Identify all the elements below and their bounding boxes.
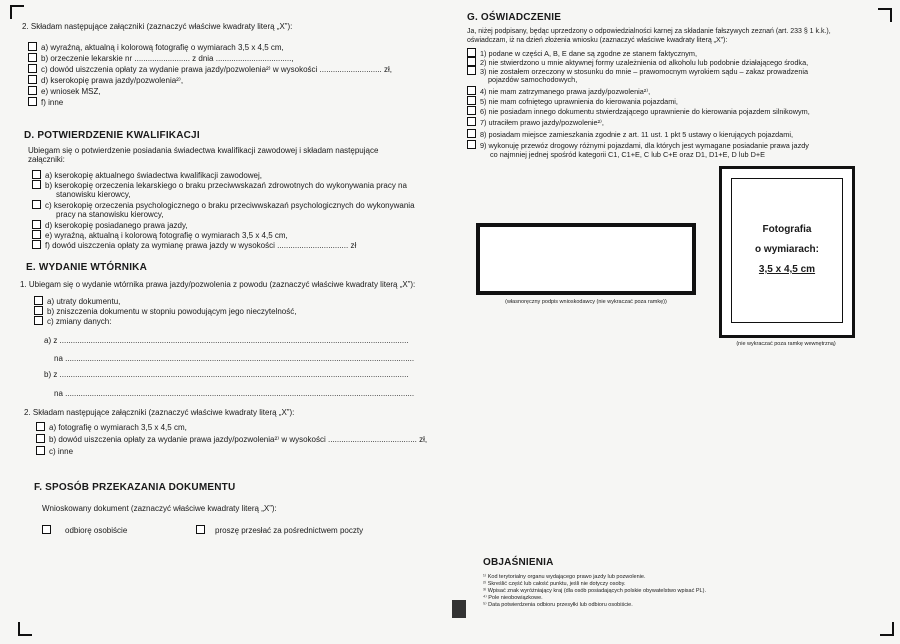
- section-d-intro: Ubiegam się o potwierdzenie posiadania świadectwa kwalifikacji zawodowej i składam następujące: [28, 146, 379, 155]
- attachment-item-e[interactable]: e) wniosek MSZ,: [28, 86, 101, 96]
- note-item: ³⁾ Wpisać znak wyróżniający kraj (dla osób posiadających polskie obywatelstwo wpisać PL).: [483, 588, 706, 594]
- qualification-item-f[interactable]: f) dowód uiszczenia opłaty za wymianę prawa jazdy w wysokości ................................ zł: [32, 240, 356, 250]
- section-e-title: E. WYDANIE WTÓRNIKA: [26, 262, 148, 273]
- section-e-intro: 1. Ubiegam się o wydanie wtórnika prawa jazdy/pozwolenia z powodu (zaznaczyć właściwe kwadraty literą „X”):: [20, 280, 416, 289]
- attachments-heading: 2. Składam następujące załączniki (zaznaczyć właściwe kwadraty literą „X”):: [22, 22, 293, 31]
- checkbox[interactable]: [196, 525, 205, 534]
- change-line-a-to[interactable]: na .............................................................................................................................................................: [54, 354, 415, 363]
- qualification-item-e[interactable]: e) wyraźną, aktualną i kolorową fotografię o wymiarach 3,5 x 4,5 cm,: [32, 230, 288, 240]
- checkbox[interactable]: [467, 106, 476, 115]
- attachment-item-f[interactable]: f) inne: [28, 97, 63, 107]
- corner-mark-top-right: [878, 8, 892, 22]
- checkbox[interactable]: [36, 446, 45, 455]
- note-item: ⁵⁾ Data potwierdzenia odbioru przesyłki lub odbioru osobiście.: [483, 602, 633, 608]
- reason-item-a[interactable]: a) utraty dokumentu,: [34, 296, 120, 306]
- checkbox[interactable]: [32, 170, 41, 179]
- declaration-item-6[interactable]: 6) nie posiadam innego dokumentu stwierdzającego uprawnienie do kierowania pojazdem silnikowym,: [467, 106, 810, 116]
- note-item: ¹⁾ Kod terytorialny organu wydającego prawo jazdy lub pozwolenie.: [483, 574, 646, 580]
- change-line-b-from[interactable]: b) z .............................................................................................................................................................: [44, 370, 409, 379]
- declaration-item-7[interactable]: 7) utraciłem prawo jazdy/pozwolenie²⁾,: [467, 117, 604, 127]
- delivery-option-post[interactable]: proszę przesłać za pośrednictwem poczty: [196, 525, 363, 535]
- notes-title: OBJAŚNIENIA: [483, 557, 554, 568]
- checkbox[interactable]: [28, 97, 37, 106]
- duplicate-attachment-a[interactable]: a) fotografię o wymiarach 3,5 x 4,5 cm,: [36, 422, 187, 432]
- signature-caption: (własnoręczny podpis wnioskodawcy (nie wykraczać poza ramkę)): [505, 299, 667, 305]
- checkbox[interactable]: [32, 200, 41, 209]
- declaration-item-4[interactable]: 4) nie mam zatrzymanego prawa jazdy/pozwolenia²⁾,: [467, 86, 650, 96]
- checkbox[interactable]: [467, 86, 476, 95]
- photo-caption: (nie wykraczać poza ramkę wewnętrzną): [736, 341, 836, 347]
- checkbox[interactable]: [28, 53, 37, 62]
- section-f-intro: Wnioskowany dokument (zaznaczyć właściwe kwadraty literą „X”):: [42, 504, 277, 513]
- checkbox[interactable]: [28, 42, 37, 51]
- corner-mark-top-left: [10, 5, 24, 19]
- checkbox[interactable]: [34, 306, 43, 315]
- checkbox[interactable]: [34, 316, 43, 325]
- declaration-item-3-cont: pojazdów samochodowych,: [488, 75, 578, 84]
- reason-item-c[interactable]: c) zmiany danych:: [34, 316, 111, 326]
- section-g-intro-cont: oświadczam, iż na dzień złożenia wniosku (zaznaczyć właściwe kwadraty literą „X”):: [467, 37, 728, 44]
- qualification-item-c[interactable]: c) kserokopię orzeczenia psychologicznego o braku przeciwwskazań psychologicznych do wykonywania: [32, 200, 415, 210]
- checkbox[interactable]: [32, 240, 41, 249]
- section-f-title: F. SPOSÓB PRZEKAZANIA DOKUMENTU: [34, 482, 236, 493]
- checkbox[interactable]: [34, 296, 43, 305]
- attachment-item-a[interactable]: a) wyraźną, aktualną i kolorową fotografię o wymiarach 3,5 x 4,5 cm,: [28, 42, 284, 52]
- section-g-intro: Ja, niżej podpisany, będąc uprzedzony o odpowiedzialności karnej za składanie fałszywych zeznań (art. 233 § 1 k.k.),: [467, 28, 831, 35]
- attachment-item-d[interactable]: d) kserokopię prawa jazdy/pozwolenia²⁾,: [28, 75, 183, 85]
- declaration-item-3[interactable]: 3) nie zostałem orzeczony w stosunku do mnie – prawomocnym wyrokiem sądu – zakaz prowadzenia: [467, 66, 808, 76]
- declaration-item-9-cont: co najmniej jednej spośród kategorii C1, C1+E, C lub C+E oraz D1, D1+E, D lub D+E: [490, 150, 765, 159]
- checkbox[interactable]: [28, 64, 37, 73]
- declaration-item-5[interactable]: 5) nie mam cofniętego uprawnienia do kierowania pojazdami,: [467, 96, 678, 106]
- checkbox[interactable]: [467, 57, 476, 66]
- checkbox[interactable]: [467, 48, 476, 57]
- checkbox[interactable]: [28, 75, 37, 84]
- checkbox[interactable]: [467, 117, 476, 126]
- section-d-title: D. POTWIERDZENIE KWALIFIKACJI: [24, 130, 200, 141]
- section-g-title: G. OŚWIADCZENIE: [467, 12, 562, 23]
- checkbox[interactable]: [467, 66, 476, 75]
- checkbox[interactable]: [467, 140, 476, 149]
- scan-marker: [452, 600, 466, 618]
- qualification-item-a[interactable]: a) kserokopię aktualnego świadectwa kwalifikacji zawodowej,: [32, 170, 262, 180]
- note-item: ²⁾ Skreślić część lub całość punktu, jeśli nie dotyczy osoby.: [483, 581, 626, 587]
- checkbox[interactable]: [42, 525, 51, 534]
- corner-mark-bottom-left: [18, 622, 32, 636]
- qualification-item-d[interactable]: d) kserokopię posiadanego prawa jazdy,: [32, 220, 188, 230]
- checkbox[interactable]: [32, 180, 41, 189]
- qualification-item-b[interactable]: b) kserokopię orzeczenia lekarskiego o braku przeciwwskazań zdrowotnych do wykonywania pracy na: [32, 180, 407, 190]
- attachment-item-b[interactable]: b) orzeczenie lekarskie nr ......................... z dnia ..................................,: [28, 53, 294, 63]
- qualification-item-c-cont: pracy na stanowisku kierowcy,: [56, 210, 164, 219]
- declaration-item-8[interactable]: 8) posiadam miejsce zamieszkania zgodnie z art. 11 ust. 1 pkt 5 ustawy o kierujących pojazdami,: [467, 129, 793, 139]
- checkbox[interactable]: [36, 422, 45, 431]
- declaration-item-9[interactable]: 9) wykonuję przewóz drogowy różnymi pojazdami, dla których jest wymagane posiadanie prawa jazdy: [467, 140, 809, 150]
- change-line-b-to[interactable]: na .............................................................................................................................................................: [54, 389, 415, 398]
- checkbox[interactable]: [28, 86, 37, 95]
- declaration-item-2[interactable]: 2) nie stwierdzono u mnie aktywnej formy uzależnienia od alkoholu lub podobnie działającego środka,: [467, 57, 808, 67]
- duplicate-attachments-heading: 2. Składam następujące załączniki (zaznaczyć właściwe kwadraty literą „X”):: [24, 408, 295, 417]
- checkbox[interactable]: [467, 96, 476, 105]
- declaration-item-1[interactable]: 1) podane w części A, B, E dane są zgodne ze stanem faktycznym,: [467, 48, 697, 58]
- checkbox[interactable]: [36, 434, 45, 443]
- checkbox[interactable]: [32, 220, 41, 229]
- checkbox[interactable]: [32, 230, 41, 239]
- attachment-item-c[interactable]: c) dowód uiszczenia opłaty za wydanie prawa jazdy/pozwolenia²⁾ w wysokości ............................ zł,: [28, 64, 392, 74]
- duplicate-attachment-b[interactable]: b) dowód uiszczenia opłaty za wydanie prawa jazdy/pozwolenia²⁾ w wysokości ........................................ zł,: [36, 434, 427, 444]
- reason-item-b[interactable]: b) zniszczenia dokumentu w stopniu powodującym jego nieczytelność,: [34, 306, 296, 316]
- qualification-item-b-cont: stanowisku kierowcy,: [56, 190, 131, 199]
- signature-box[interactable]: [476, 223, 696, 295]
- checkbox[interactable]: [467, 129, 476, 138]
- section-d-intro-cont: załączniki:: [28, 155, 65, 164]
- corner-mark-bottom-right: [880, 622, 894, 636]
- change-line-a-from[interactable]: a) z .............................................................................................................................................................: [44, 336, 409, 345]
- duplicate-attachment-c[interactable]: c) inne: [36, 446, 73, 456]
- photo-label: Fotografia o wymiarach: 3,5 x 4,5 cm: [755, 224, 819, 275]
- note-item: ⁴⁾ Pole nieobowiązkowe.: [483, 595, 543, 601]
- delivery-option-pickup[interactable]: odbiorę osobiście: [42, 525, 127, 535]
